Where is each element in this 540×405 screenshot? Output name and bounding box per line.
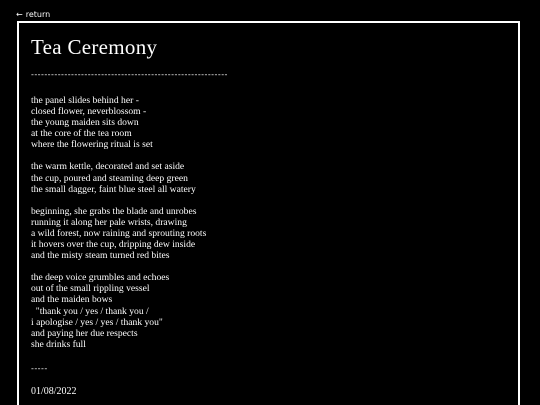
return-link[interactable] bbox=[16, 10, 50, 20]
poem-line: the small dagger, faint blue steel all watery bbox=[31, 183, 196, 195]
poem-line: running it along her pale wrists, drawing bbox=[31, 216, 187, 228]
poem-line: a wild forest, now raining and sprouting roots bbox=[31, 227, 207, 239]
poem-line: the cup, poured and steaming deep green bbox=[31, 172, 188, 184]
end-divider: ----- bbox=[31, 364, 48, 373]
poem-line: out of the small rippling vessel bbox=[31, 283, 150, 295]
poem-line: and the maiden bows bbox=[31, 294, 113, 306]
stanza bbox=[31, 161, 206, 194]
poem-line: i apologise / yes / yes / thank you" bbox=[31, 316, 163, 328]
stanza bbox=[31, 206, 206, 261]
poem-line: and paying her due respects bbox=[31, 327, 138, 339]
poem-line: closed flower, neverblossom - bbox=[31, 106, 147, 118]
poem-line: "thank you / yes / thank you / bbox=[31, 305, 149, 317]
poem-line: where the flowering ritual is set bbox=[31, 139, 153, 151]
poem-line: and the misty steam turned red bites bbox=[31, 250, 170, 262]
poem-line: the young maiden sits down bbox=[31, 117, 139, 129]
return-label: return bbox=[25, 10, 51, 19]
stanza bbox=[31, 272, 206, 350]
poem-line: the deep voice grumbles and echoes bbox=[31, 272, 170, 284]
back-arrow-icon: ← bbox=[16, 10, 23, 19]
stanza bbox=[31, 95, 206, 150]
poem-body bbox=[31, 95, 206, 361]
poem-line: beginning, she grabs the blade and unrobes bbox=[31, 205, 197, 217]
poem-line: it hovers over the cup, dripping dew inside bbox=[31, 239, 196, 251]
poem-line: she drinks full bbox=[31, 338, 86, 350]
title-divider: ----------------------------------------------------------- bbox=[31, 70, 228, 79]
poem-line: the warm kettle, decorated and set aside bbox=[31, 161, 185, 173]
poem-line: the panel slides behind her - bbox=[31, 95, 139, 106]
page-title: Tea Ceremony bbox=[31, 35, 158, 59]
poem-line: at the core of the tea room bbox=[31, 128, 132, 140]
post-date: 01/08/2022 bbox=[31, 386, 77, 397]
